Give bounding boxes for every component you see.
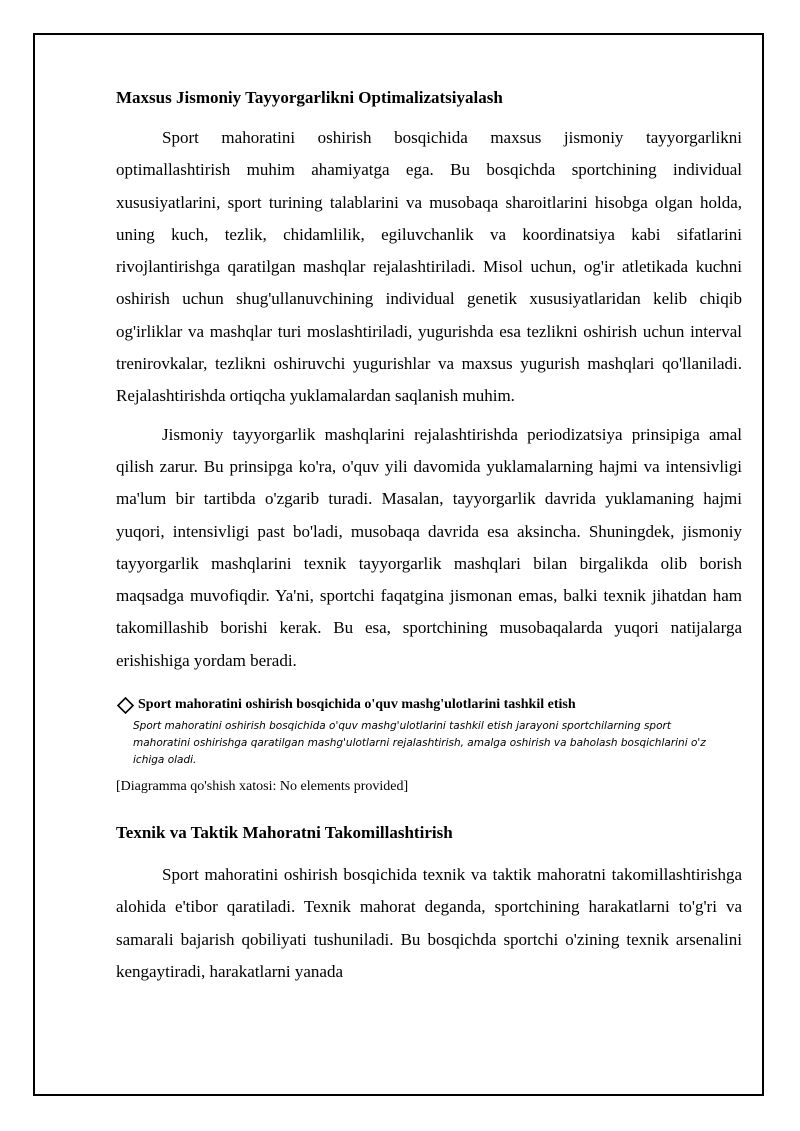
diagram-placeholder (116, 695, 742, 797)
section-heading: Maxsus Jismoniy Tayyorgarlikni Optimalizatsiyalash (116, 88, 503, 107)
diagram-title: Sport mahoratini oshirish bosqichida o'quv mashg'ulotlarini tashkil etish (138, 697, 576, 713)
section-heading: Texnik va Taktik Mahoratni Takomillashtirish (116, 823, 453, 843)
body-paragraph: Sport mahoratini oshirish bosqichida texnik va taktik mahoratni takomillashtirishga alohida e'tibor qaratiladi. Texnik mahorat deganda, sportchining harakatlarni to'g'ri va samarali bajarish qobiliyati tushuniladi. Bu bosqichda sportchi o'zining texnik arsenalini kengaytiradi, harakatlarni yanada (116, 865, 742, 981)
diagram-description: Sport mahoratini oshirish bosqichida o'quv mashg'ulotlarini tashkil etish jarayoni sportchilarning sport mahoratini oshirishga qaratilgan mashg'ulotlarni rejalashtirish, amalga oshirish va baholash bosqichlarini o'z ichiga oladi. (133, 720, 706, 767)
diagram-title-row (116, 695, 742, 715)
document-body (116, 84, 742, 988)
diagram-error-message: [Diagramma qo'shish xatosi: No elements provided] (116, 779, 409, 795)
body-paragraph: Sport mahoratini oshirish bosqichida maxsus jismoniy tayyorgarlikni optimallashtirish muhim ahamiyatga ega. Bu bosqichda sportchining individual xususiyatlarini, sport turining talablarini va musobaqa sharoitlarini hisobga olgan holda, uning kuch, tezlik, chidamlilik, egiluvchanlik va koordinatsiya kabi sifatlarini rivojlantirishga qaratilgan mashqlar rejalashtiriladi. Misol uchun, og'ir atletikada kuchni oshirish uchun shug'ullanuvchining individual genetik xususiyatlaridan kelib chiqib og'irliklar va mashqlar turi moslashtiriladi, yugurishda esa tezlikni oshirish uchun interval trenirovkalar, tezlikni oshiruvchi yugurishlar va maxsus yugurish mashqlari qo'llaniladi. Rejalashtirishda ortiqcha yuklamalardan saqlanish muhim. (116, 128, 742, 406)
body-paragraph: Jismoniy tayyorgarlik mashqlarini rejalashtirishda periodizatsiya prinsipiga amal qilish zarur. Bu prinsipga ko'ra, o'quv yili davomida yuklamalarning hajmi va intensivligi ma'lum bir tartibda o'zgarib turadi. Masalan, tayyorgarlik davrida yuklamaning hajmi yuqori, intensivligi past bo'ladi, musobaqa davrida esa aksincha. Shuningdek, jismoniy tayyorgarlik mashqlarini texnik tayyorgarlik mashqlari bilan birgalikda olib borish maqsadga muvofiqdir. Ya'ni, sportchi faqatgina jismonan emas, balki texnik jihatdan ham takomillashib borishi kerak. Bu esa, sportchining musobaqalarda yuqori natijalarga erishishiga yordam beradi. (116, 424, 742, 670)
diamond-icon (116, 696, 135, 715)
